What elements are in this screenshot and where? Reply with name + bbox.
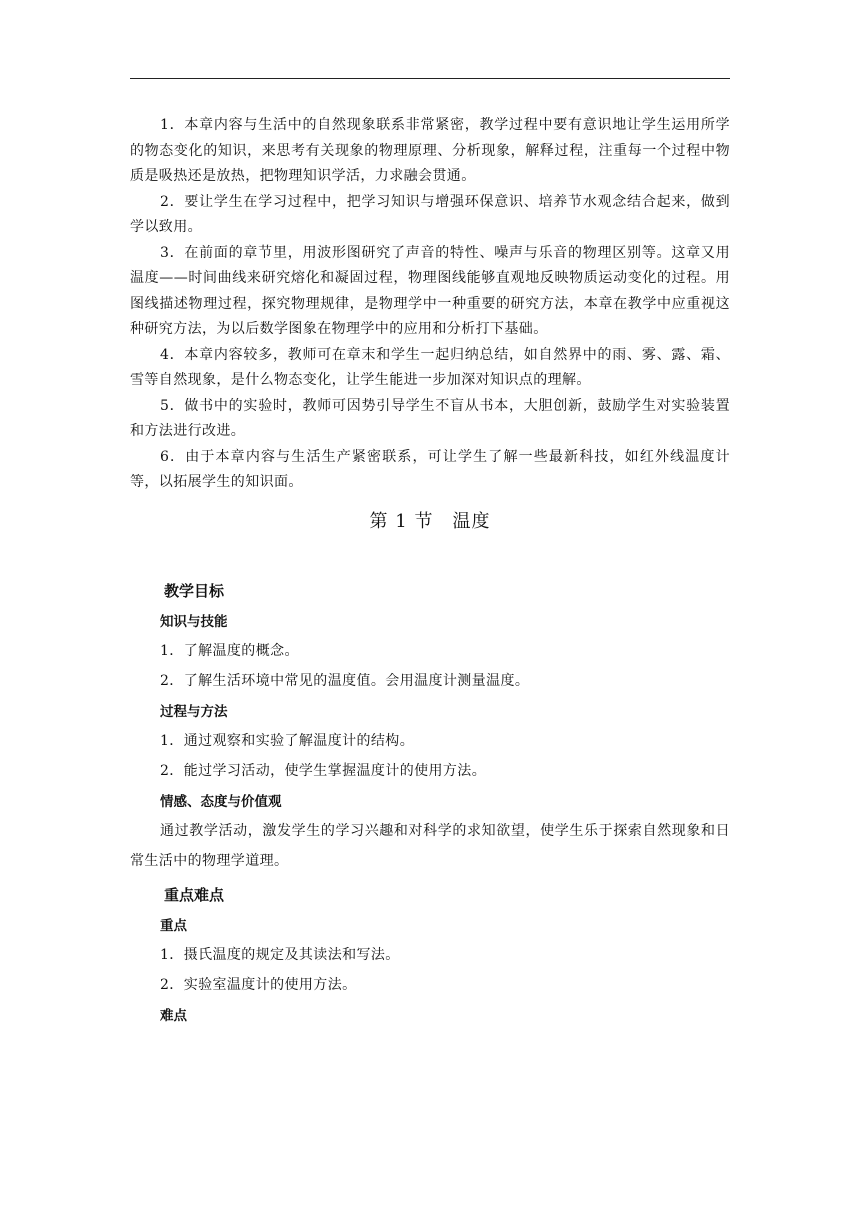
- process-item-2: 2．能过学习活动，使学生掌握温度计的使用方法。: [160, 762, 487, 779]
- key-point-item-2: 2．实验室温度计的使用方法。: [160, 976, 357, 993]
- knowledge-item-2: 2．了解生活环境中常见的温度值。会用温度计测量温度。: [160, 672, 530, 689]
- emotion-heading: 情感、态度与价值观: [160, 793, 282, 810]
- knowledge-heading: 知识与技能: [160, 613, 228, 630]
- intro-paragraph-5: 5．做书中的实验时，教师可因势引导学生不盲从书本，大胆创新，鼓励学生对实验装置和方法进行改进。: [130, 397, 730, 439]
- objectives-heading: 教学目标: [164, 581, 225, 600]
- emotion-paragraph: 通过教学活动，激发学生的学习兴趣和对科学的求知欲望，使学生乐于探索自然现象和日常生活中的物理学道理。: [130, 822, 730, 869]
- intro-paragraph-4: 4．本章内容较多，教师可在章末和学生一起归纳总结，如自然界中的雨、雾、露、霜、雪等自然现象，是什么物态变化，让学生能进一步加深对知识点的理解。: [130, 346, 730, 388]
- section-title: 第 1 节 温度: [369, 510, 491, 532]
- process-heading: 过程与方法: [160, 703, 228, 720]
- knowledge-item-1: 1．了解温度的概念。: [160, 642, 299, 659]
- intro-paragraph-6: 6．由于本章内容与生活生产紧密联系，可让学生了解一些最新科技，如红外线温度计等，以拓展学生的知识面。: [130, 448, 730, 490]
- intro-paragraph-3: 3．在前面的章节里，用波形图研究了声音的特性、噪声与乐音的物理区别等。这章又用温度——时间曲线来研究熔化和凝固过程，物理图线能够直观地反映物质运动变化的过程。用图线描述物理过程，探究物理规律，是物理学中一种重要的研究方法，本章在教学中应重视这种研究方法，为以后数学图象在物理学中的应用和分析打下基础。: [130, 244, 730, 337]
- key-points-heading: 重点: [160, 917, 187, 934]
- key-point-item-1: 1．摄氏温度的规定及其读法和写法。: [160, 946, 400, 963]
- intro-paragraph-2: 2．要让学生在学习过程中，把学习知识与增强环保意识、培养节水观念结合起来，做到学以致用。: [130, 193, 730, 235]
- intro-paragraph-1: 1．本章内容与生活中的自然现象联系非常紧密，教学过程中要有意识地让学生运用所学的物态变化的知识，来思考有关现象的物理原理、分析现象，解释过程，注重每一个过程中物质是吸热还是放热，把物理知识学活，力求融会贯通。: [130, 117, 730, 184]
- page-content: [130, 113, 730, 1030]
- header-rule: [130, 78, 730, 79]
- process-item-1: 1．通过观察和实验了解温度计的结构。: [160, 732, 415, 749]
- key-difficult-heading: 重点难点: [164, 885, 225, 904]
- difficult-points-heading: 难点: [160, 1007, 187, 1024]
